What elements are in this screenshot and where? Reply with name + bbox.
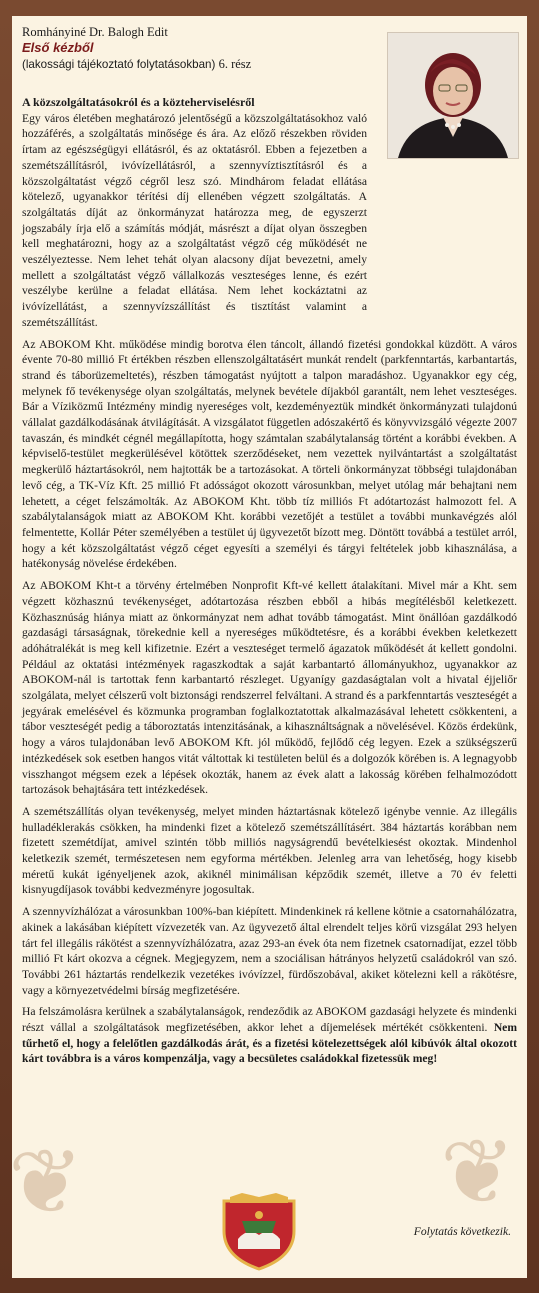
continue-note: Folytatás következik.: [413, 1225, 511, 1238]
header-block: [22, 24, 362, 73]
article-content: [22, 24, 517, 1073]
portrait-image: [388, 33, 518, 158]
paragraph-4: A szemétszállítás olyan tevékenység, melyet minden háztartásnak kötelező igénybe vennie. Az illegális hulladéklerakás csökken, ha mindenki fizet a kötelező szemétszállításért. 384 háztartás korábban nem fizetett szemétdíjat, amivel szintén több milliós nagyságrendű bevételkiesést okoztak. Mindenhol keletkezik szemét, természetesen nem egyforma mértékben. Jelenleg arra van lehetőség, hogy kisebb méretű kukát igényeljenek azok, akiknél minimálisan képződik szemét, illetve a 70 év feletti kisnyugdíjasok további kedvezményre jogosultak.: [22, 804, 517, 897]
paragraph-2: Az ABOKOM Kht. működése mindig borotva élen táncolt, állandó fizetési gondokkal küzdött. A város évente 70-80 millió Ft értékben részben ellenszolgáltatásért munkát rendelt (parkfenntartás, karbantartás, strand és táborüzemeltetés), részben támogatást nyújtott a talpon maradáshoz. Ugyanakkor egy cég, melynek fő tevékenysége olyan szolgáltatás, melynek bevétele díjakból garantált, nem lehet veszteséges. Bár a Víziközmű Intézmény mindig nyereséges volt, kezdeményeztük mindkét önkormányzati tulajdonú vállalat gazdálkodásának átvilágítását. A vizsgálatot független adószakértő és könyvvizsgáló végezte 2007 tavaszán, és mindkét cégnél megállapította, hogy számtalan szabálytalanság történt a korábbi években. A képviselő-testület megkerülésével kötöttek szerződéseket, nem vezettek nyilvántartást a szolgáltatást megkerülő háztartásokról, nem hajtották be a tartozásokat. A törteli önkormányzat többségi tulajdonában levő cég, a TK-Víz Kft. 25 millió Ft adósságot okozott városunkban, melyet utólag már behajtani nem lehetett, a céget felszámolták. Az ABOKOM Kht. több tíz milliós Ft adótartozást halmozott fel. A szabálytalanságok miatt az ABOKOM Kht. korábbi vezetőjét a testület a további munkavégzés alól felmentette, Kollár Péter személyében a testület új ügyvezetőt bízott meg. Döntött továbbá a testület arról, hogy a két közszolgáltatást végző céget egyesíti a személyi és tárgyi feltételek jobb kihasználása, a hatékonyság növelése érdekében.: [22, 337, 517, 571]
author-photo: [387, 32, 519, 159]
part-number: 6. rész: [218, 57, 252, 71]
author-name: Romhányiné Dr. Balogh Edit: [22, 25, 168, 39]
series-title: Első kézből: [22, 40, 94, 55]
subtitle-text: (lakossági tájékoztató folytatásokban): [22, 58, 216, 71]
series-subtitle: [22, 56, 362, 73]
section-heading: A közszolgáltatásokról és a közteherviselésről: [22, 95, 255, 109]
final-bold-text: Nem tűrhető el, hogy a felelőtlen gazdálkodás árát, és a fizetési kötelezettségek alól kibúvók által okozott kárt továbbra is a város kompenzálja, vagy a becsületes családokkal fizetessük meg!: [22, 1021, 517, 1066]
paragraph-5: A szennyvízhálózat a városunkban 100%-ban kiépített. Mindenkinek rá kellene kötnie a csatornahálózatra, akinek a lakásában kiépített vízvezeték van. Az ügyvezető által elrendelt teljes körű vizsgálat 293 helyen tárt fel illegális rákötést a szennyvízhálózatra, azaz 293-an évek óta nem fizetnek csatornadíjat, ezzel több millió Ft kárt okozva a cégnek. Megjegyzem, nem a szociálisan hátrányos helyzetű családokról van szó. További 261 háztartás rendelkezik vezetékes ivóvízzel, fürdőszobával, akiket kötelezni kell a rákötésre, vagy a környezetvédelmi bírság megfizetésére.: [22, 905, 517, 997]
final-plain-text: Ha felszámolásra kerülnek a szabálytalanságok, rendeződik az ABOKOM gazdasági helyzete és mindenki részt vállal a szolgáltatások megfizetésében, akkor lehet a díjemelések mértékét csökkenteni.: [22, 1005, 517, 1035]
paragraph-3: Az ABOKOM Kht-t a törvény értelmében Nonprofit Kft-vé kellett átalakítani. Mivel már a Kht. sem végzett közhasznú tevékenységet, adótartozása részben ebből a hibás megítélésből keletkezett. Közhasznúság hiánya miatt az önkormányzat nem adhat tovább támogatást. Mint önállóan gazdálkodó gazdasági társaságnak, törekednie kell a nyereséges működtetésre, és a korábbi években keletkezett adóhátralékát is meg kell kifizetnie. Ezért a veszteséget termelő ágazatok működését át kellett gondolni. Például az oktatási intézmények ragaszkodtak a saját karbantartó állományukhoz, ugyanakkor az ABOKOM-nál is tartottak fenn karbantartó részleget. Ugyanígy gazdaságtalan volt a hivatal éjjeliőr szolgálata, melyet célszerű volt biztonsági rendszerrel felváltani. A strand és a parkfenntartás veszteségét a jegyárak emelésével és közmunka programban foglalkoztatottak alkalmazásával lehetett csökkenteni, a tábor veszteségét pedig a táboroztatás intenzitásának, a kihasználtságnak a növelésével. Közös érdekünk, hogy a város tulajdonában levő ABOKOM Kft. jól működő, fejlődő cég legyen. Ezek a szükségszerű intézkedések sok esetben hangos vitát váltottak ki testületen belül és a dolgozók körében is. A legnagyobb visszhangot mégsem ezek a lépések okozták, hanem az évek alatt a lakosság körében felhalmozódott tartozások behajtására tett intézkedések.: [22, 579, 517, 797]
paragraph-final: [22, 1004, 517, 1067]
decorative-flourish-right: ❦: [440, 1124, 516, 1223]
town-crest-icon: [218, 1191, 300, 1273]
decorative-flourish-left: ❦: [8, 1134, 84, 1233]
paragraph-1: Egy város életében meghatározó jelentőségű a közszolgáltatásokhoz való hozzáférés, a szolgáltatás minősége és ára. Az előző részekben röviden írtam az egészségügyi ellátásról, és az oktatásról. Ebben a fejezetben a szemétszállításról, ivóvízellátásról, a szennyvíztisztításról és a közszolgáltatást végző cégről lesz szó. Mindhárom feladat ellátása kötelező, ugyanakkor térítési díj ellenében végzett szolgáltatás. A szolgáltatás díját az önkormányzat határozza meg, de egyszerzt jogszabály írja elő a számítás módját, másrészt a díjat olyan összegben kell meghatározni, hogy az a szolgáltatást végző cég működését ne veszélyeztesse. Nem lehet tehát olyan alacsony díjat bevezetni, amely mellett a szolgáltatást végző vállalkozás veszteséges lenne, és ezért veszélybe kerülne a feladat ellátása. Nem lehet kockáztatni az ivóvízellátást, a szennyvízszállítást és tisztítást valamint a szemétszállítást.: [22, 111, 367, 329]
